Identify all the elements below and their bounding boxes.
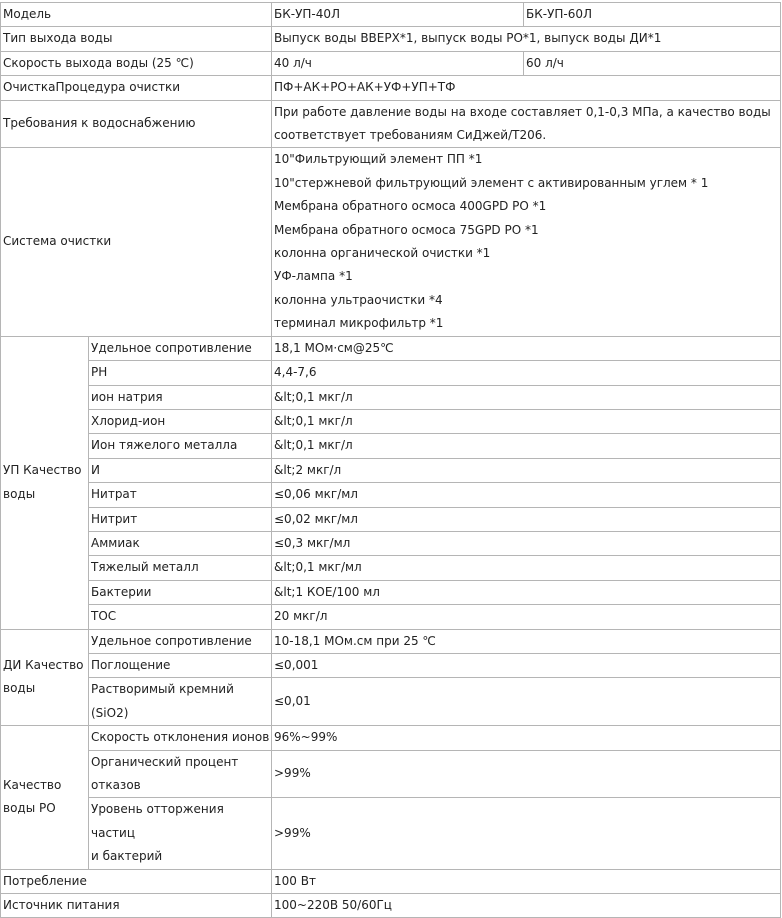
system-label: Система очистки — [1, 148, 272, 336]
up-value: 20 мкг/л — [272, 605, 781, 629]
ro-row — [1, 726, 781, 750]
outlet-label: Тип выхода воды — [1, 27, 272, 51]
up-row — [1, 458, 781, 482]
system-list — [272, 148, 781, 336]
di-quality-label: ДИ Качество воды — [1, 629, 89, 726]
supply-value — [272, 100, 781, 148]
row-flow — [1, 51, 781, 75]
source-value: 100~220В 50/60Гц — [272, 894, 781, 918]
system-item: терминал микрофильтр *1 — [274, 316, 444, 331]
up-value: &lt;2 мкг/л — [272, 458, 781, 482]
di-row — [1, 678, 781, 726]
di-value: 10-18,1 МОм.см при 25 ℃ — [272, 629, 781, 653]
di-row — [1, 653, 781, 677]
up-row — [1, 507, 781, 531]
ro-param: Уровень отторжения частиц и бактерий — [89, 798, 272, 869]
flow-label: Скорость выхода воды (25 ℃) — [1, 51, 272, 75]
up-row — [1, 336, 781, 360]
flow-b: 60 л/ч — [524, 51, 781, 75]
up-param: И — [89, 458, 272, 482]
model-b: БК-УП-60Л — [524, 3, 781, 27]
system-item: колонна органической очистки *1 — [274, 246, 491, 261]
procedure-label: ОчисткаПроцедура очистки — [1, 76, 272, 100]
up-value: ≤0,06 мкг/мл — [272, 483, 781, 507]
ro-value: >99% — [272, 750, 781, 798]
di-param: Поглощение — [89, 653, 272, 677]
system-item: Мембрана обратного осмоса 400GPD РО *1 — [274, 199, 547, 214]
up-param: Хлорид-ион — [89, 409, 272, 433]
row-model — [1, 3, 781, 27]
up-row — [1, 434, 781, 458]
up-value: &lt;1 КОЕ/100 мл — [272, 580, 781, 604]
up-value: 18,1 МОм·см@25℃ — [272, 336, 781, 360]
outlet-value: Выпуск воды ВВЕРХ*1, выпуск воды РО*1, выпуск воды ДИ*1 — [272, 27, 781, 51]
power-label: Потребление — [1, 869, 272, 893]
row-source — [1, 894, 781, 918]
up-param: Удельное сопротивление — [89, 336, 272, 360]
source-label: Источник питания — [1, 894, 272, 918]
di-value: ≤0,01 — [272, 678, 781, 726]
up-param: ион натрия — [89, 385, 272, 409]
power-value: 100 Вт — [272, 869, 781, 893]
up-row — [1, 361, 781, 385]
row-supply — [1, 100, 781, 148]
system-item: 10"стержневой фильтрующий элемент с активированным углем * 1 — [274, 175, 709, 190]
up-param: PH — [89, 361, 272, 385]
system-item: 10"Фильтрующий элемент ПП *1 — [274, 152, 483, 167]
ro-quality-label: Качество воды РО — [1, 726, 89, 869]
up-row — [1, 409, 781, 433]
system-item: УФ-лампа *1 — [274, 269, 353, 284]
ro-param: Органический процент отказов — [89, 750, 272, 798]
spec-table — [0, 2, 781, 918]
up-value: ≤0,3 мкг/мл — [272, 531, 781, 555]
ro-row — [1, 750, 781, 798]
up-param: ТОС — [89, 605, 272, 629]
up-value: 4,4-7,6 — [272, 361, 781, 385]
up-row — [1, 580, 781, 604]
procedure-value: ПФ+АК+РО+АК+УФ+УП+ТФ — [272, 76, 781, 100]
up-row — [1, 483, 781, 507]
row-power — [1, 869, 781, 893]
di-param: Растворимый кремний (SiO2) — [89, 678, 272, 726]
di-param: Удельное сопротивление — [89, 629, 272, 653]
supply-line: соответствует требованиям СиДжей/Т206. — [274, 128, 547, 143]
di-value: ≤0,001 — [272, 653, 781, 677]
row-system — [1, 148, 781, 336]
up-param: Нитрит — [89, 507, 272, 531]
up-row — [1, 385, 781, 409]
up-value: &lt;0,1 мкг/л — [272, 434, 781, 458]
ro-row — [1, 798, 781, 869]
up-row — [1, 605, 781, 629]
di-row — [1, 629, 781, 653]
row-outlet — [1, 27, 781, 51]
model-label: Модель — [1, 3, 272, 27]
row-procedure — [1, 76, 781, 100]
flow-a: 40 л/ч — [272, 51, 524, 75]
supply-line: При работе давление воды на входе составляет 0,1-0,3 МПа, а качество воды — [274, 104, 771, 119]
ro-value: >99% — [272, 798, 781, 869]
up-row — [1, 531, 781, 555]
supply-label: Требования к водоснабжению — [1, 100, 272, 148]
ro-value: 96%~99% — [272, 726, 781, 750]
up-param: Ион тяжелого металла — [89, 434, 272, 458]
up-param: Бактерии — [89, 580, 272, 604]
up-value: &lt;0,1 мкг/л — [272, 409, 781, 433]
up-quality-label: УП Качество воды — [1, 336, 89, 629]
up-param: Тяжелый металл — [89, 556, 272, 580]
up-row — [1, 556, 781, 580]
model-a: БК-УП-40Л — [272, 3, 524, 27]
up-value: ≤0,02 мкг/мл — [272, 507, 781, 531]
up-param: Аммиак — [89, 531, 272, 555]
up-value: &lt;0,1 мкг/л — [272, 385, 781, 409]
up-param: Нитрат — [89, 483, 272, 507]
system-item: Мембрана обратного осмоса 75GPD РО *1 — [274, 222, 539, 237]
up-value: &lt;0,1 мкг/мл — [272, 556, 781, 580]
system-item: колонна ультраочистки *4 — [274, 292, 443, 307]
ro-param: Скорость отклонения ионов — [89, 726, 272, 750]
